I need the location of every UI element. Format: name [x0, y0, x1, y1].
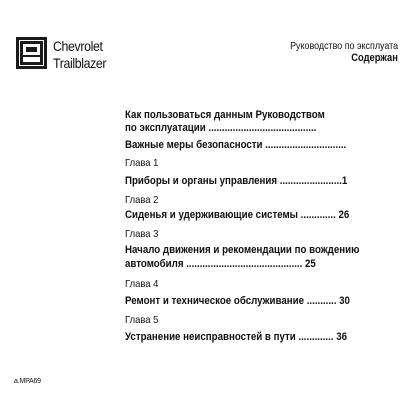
toc-chapter-label-3: Глава 3 [125, 228, 159, 240]
toc-entry-driving[interactable]: Начало движения и рекомендации по вождению [125, 244, 360, 256]
brand-line-1: Chevrolet [53, 38, 103, 54]
gm-logo-mark [23, 44, 40, 55]
toc-chapter-label-2: Глава 2 [125, 194, 159, 206]
manual-title: Руководство по эксплуата [289, 40, 398, 52]
gm-logo-bar [23, 57, 40, 62]
document-code: a.MPA69 [14, 378, 41, 385]
gm-logo-frame [19, 40, 44, 66]
toc-entry-safety[interactable]: Важные меры безопасности .............................. [125, 139, 347, 151]
toc-entry-instruments[interactable]: Приборы и органы управления .......................1 [125, 175, 348, 187]
toc-entry-troubleshooting[interactable]: Устранение неисправностей в пути ............. 36 [125, 331, 348, 343]
toc-entry-seats[interactable]: Сиденья и удерживающие системы ............. 26 [125, 209, 350, 221]
section-title: Содержан [351, 52, 398, 64]
toc-entry-how-to-use-cont[interactable]: по эксплуатации ........................................ [125, 122, 317, 134]
toc-entry-maintenance[interactable]: Ремонт и техническое обслуживание ........... 30 [125, 295, 350, 307]
brand-name [53, 38, 106, 72]
toc-entry-how-to-use[interactable]: Как пользоваться данным Руководством [125, 109, 325, 121]
gm-logo [16, 37, 47, 69]
brand-line-2: Trailblazer [53, 55, 107, 71]
toc-chapter-label-4: Глава 4 [125, 278, 159, 290]
toc-chapter-label-1: Глава 1 [125, 157, 159, 169]
toc-entry-driving-cont[interactable]: автомобиля ........................................... 25 [125, 258, 316, 270]
toc-chapter-label-5: Глава 5 [125, 314, 159, 326]
